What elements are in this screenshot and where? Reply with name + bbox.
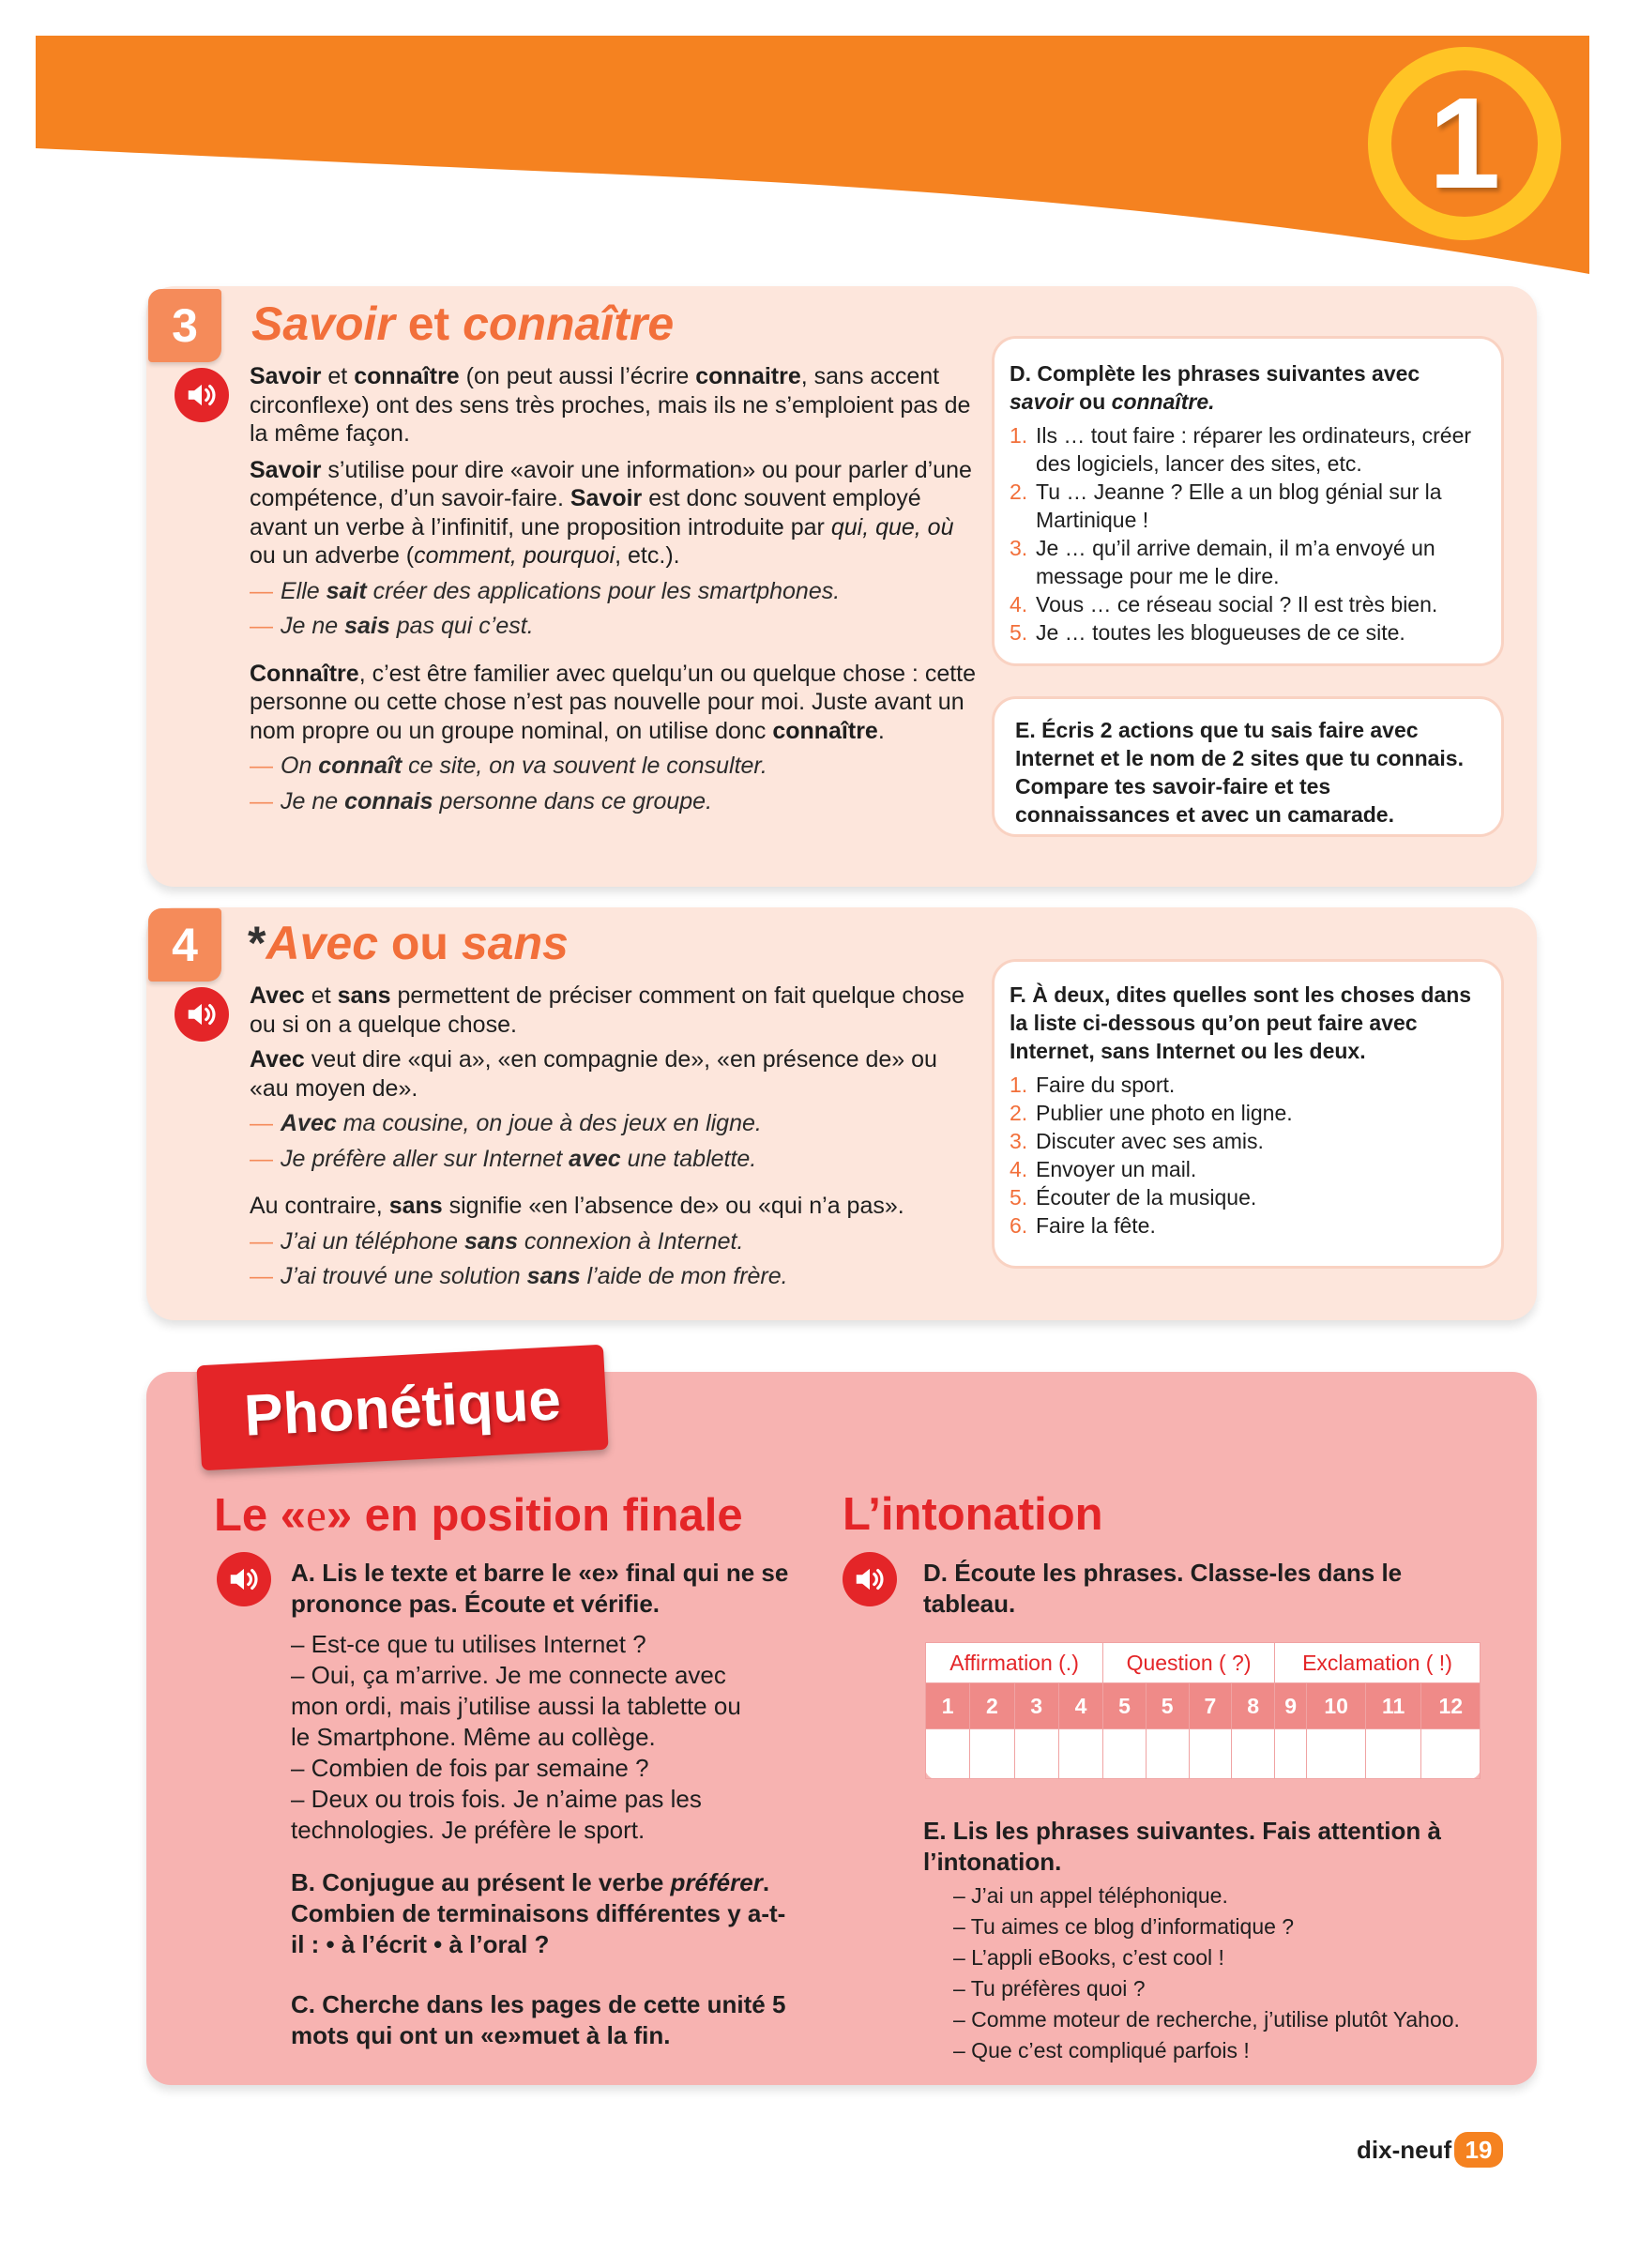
answer-cell[interactable] [1189, 1729, 1232, 1779]
list-item: 2. Tu … Jeanne ? Elle a un blog génial sur la Martinique ! [1010, 479, 1442, 532]
audio-speaker-icon[interactable] [843, 1552, 897, 1606]
exercise-a-instruction: A. Lis le texte et barre le «e» final qui ne se prononce pas. Écoute et vérifie. [291, 1559, 789, 1618]
exercise-f-card [992, 959, 1504, 1269]
table-cell: 9 [1274, 1683, 1306, 1729]
exercise-f-list [1010, 1071, 1484, 1240]
exercise-e-phon-lines: – J’ai un appel téléphonique. – Tu aimes ce blog d’informatique ? – L’appli eBooks, c’est cool ! – Tu préfères quoi ? – Comme moteur de recherche, j’utilise plutôt Yahoo. – Que c’est compliqué parfois ! [953, 1883, 1460, 2063]
answer-cell[interactable] [1103, 1729, 1147, 1779]
answer-cell[interactable] [1274, 1729, 1306, 1779]
table-header: Exclamation ( !) [1274, 1643, 1480, 1683]
table-header: Affirmation (.) [926, 1643, 1103, 1683]
table-cell: 3 [1014, 1683, 1058, 1729]
section-number: 3 [148, 289, 221, 362]
unit-number: 1 [1428, 71, 1501, 216]
section4-body: Avec et sans permettent de préciser comment on fait quelque chose ou si on a quelque chose. Avec veut dire «qui a», «en compagnie de», «en présence de» ou «au moyen de». — Avec ma cousine, on joue à des jeux en ligne. — Je préfère aller sur Internet avec une tablette. Au contraire, sans signifie «en l’absence de» ou «qui n’a pas». — J’ai un téléphone sans connexion à Internet. — J’ai trouvé une solution sans l’aide de mon frère. [250, 982, 965, 1289]
list-item: 6. Faire la fête. [1010, 1213, 1156, 1238]
answer-cell[interactable] [1365, 1729, 1421, 1779]
unit-number-badge [1368, 47, 1561, 240]
exercise-d-phon-instruction: D. Écoute les phrases. Classe-les dans le tableau. [923, 1559, 1403, 1618]
table-cell: 5 [1146, 1683, 1189, 1729]
table-cell: 7 [1189, 1683, 1232, 1729]
answer-cell[interactable] [970, 1729, 1014, 1779]
page-number: 19 [1454, 2132, 1503, 2168]
phonetique-right-title: L’intonation [843, 1489, 1103, 1540]
list-item: 1. Faire du sport. [1010, 1073, 1176, 1097]
exercise-a-text: – Est-ce que tu utilises Internet ? – Oui, ça m’arrive. Je me connecte avec mon ordi, mais j’utilise aussi la tablette ou le Smartphone. Même au collège. – Combien de fois par semaine ? – Deux ou trois fois. Je n’aime pas les technologies. Je préfère le sport. [291, 1630, 741, 1844]
phonetique-banner: Phonétique [196, 1345, 608, 1471]
list-item: 3. Je … qu’il arrive demain, il m’a envoyé un message pour me le dire. [1010, 536, 1435, 588]
answer-cell[interactable] [926, 1729, 970, 1779]
table-cell: 1 [926, 1683, 970, 1729]
page-word: dix-neuf [1357, 2136, 1452, 2164]
section-title: *Avec ou sans [248, 917, 569, 969]
table-cell: 12 [1421, 1683, 1481, 1729]
list-item: 4. Envoyer un mail. [1010, 1157, 1197, 1181]
answer-cell[interactable] [1232, 1729, 1275, 1779]
audio-speaker-icon[interactable] [175, 368, 229, 422]
exercise-e-phon-instruction: E. Lis les phrases suivantes. Fais attention à l’intonation. [923, 1817, 1441, 1876]
table-cell: 10 [1307, 1683, 1365, 1729]
section-title: Savoir et connaître [251, 297, 675, 350]
table-cell: 2 [970, 1683, 1014, 1729]
exercise-e-instruction: E. Écris 2 actions que tu sais faire avec Internet et le nom de 2 sites que tu connais. Compare tes savoir-faire et tes connaissances et avec un camarade. [1015, 718, 1464, 827]
answer-cell[interactable] [1421, 1729, 1481, 1779]
table-cell: 4 [1058, 1683, 1102, 1729]
table-cell: 8 [1232, 1683, 1275, 1729]
exercise-b-instruction: B. Conjugue au présent le verbe préférer. Combien de terminaisons différentes y a-t-il : • à l’écrit • à l’oral ? [291, 1868, 786, 1958]
table-cell: 11 [1365, 1683, 1421, 1729]
list-item: 3. Discuter avec ses amis. [1010, 1129, 1264, 1153]
table-cell: 5 [1103, 1683, 1147, 1729]
table-header: Question ( ?) [1103, 1643, 1275, 1683]
answer-cell[interactable] [1014, 1729, 1058, 1779]
section3-body: Savoir et connaître (on peut aussi l’écrire connaitre, sans accent circonflexe) ont des sens très proches, mais ils ne s’emploient pas de la même façon. Savoir s’utilise pour dire «avoir une information» ou pour parler d’une compétence, d’un savoir-faire. Savoir est donc souvent employé avant un verbe à l’infinitif, une proposition introduite par qui, que, où ou un adverbe (comment, pourquoi, etc.). — Elle sait créer des applications pour les smartphones. — Je ne sais pas qui c’est. Connaître, c’est être familier avec quelqu’un ou quelque chose : cette personne ou cette chose n’est pas nouvelle pour moi. Juste avant un nom propre ou un groupe nominal, on utilise donc connaître. — On connaît ce site, on va souvent le consulter. — Je ne connais personne dans ce groupe. [250, 363, 977, 814]
list-item: 5. Écouter de la musique. [1010, 1185, 1257, 1210]
exercise-d-instruction: D. Complète les phrases suivantes avec savoir ou connaître. [1010, 361, 1420, 414]
list-item: 5. Je … toutes les blogueuses de ce site. [1010, 620, 1405, 645]
star-icon: * [248, 917, 266, 969]
intonation-table [925, 1642, 1481, 1779]
answer-cell[interactable] [1146, 1729, 1189, 1779]
audio-speaker-icon[interactable] [175, 987, 229, 1042]
phonetique-left-title: Le «e» en position finale [214, 1489, 743, 1541]
answer-cell[interactable] [1058, 1729, 1102, 1779]
list-item: 4. Vous … ce réseau social ? Il est très bien. [1010, 592, 1438, 616]
list-item: 1. Ils … tout faire : réparer les ordinateurs, créer des logiciels, lancer des sites, etc. [1010, 423, 1472, 476]
exercise-d-list [1010, 421, 1484, 647]
section-number: 4 [148, 908, 221, 982]
exercise-d-card [992, 336, 1504, 666]
answer-cell[interactable] [1307, 1729, 1365, 1779]
exercise-c-instruction: C. Cherche dans les pages de cette unité 5 mots qui ont un «e»muet à la fin. [291, 1990, 786, 2049]
exercise-e-card [992, 696, 1504, 837]
audio-speaker-icon[interactable] [217, 1552, 271, 1606]
list-item: 2. Publier une photo en ligne. [1010, 1101, 1293, 1125]
exercise-f-instruction: F. À deux, dites quelles sont les choses dans la liste ci-dessous qu’on peut faire avec Internet, sans Internet ou les deux. [1010, 982, 1472, 1063]
